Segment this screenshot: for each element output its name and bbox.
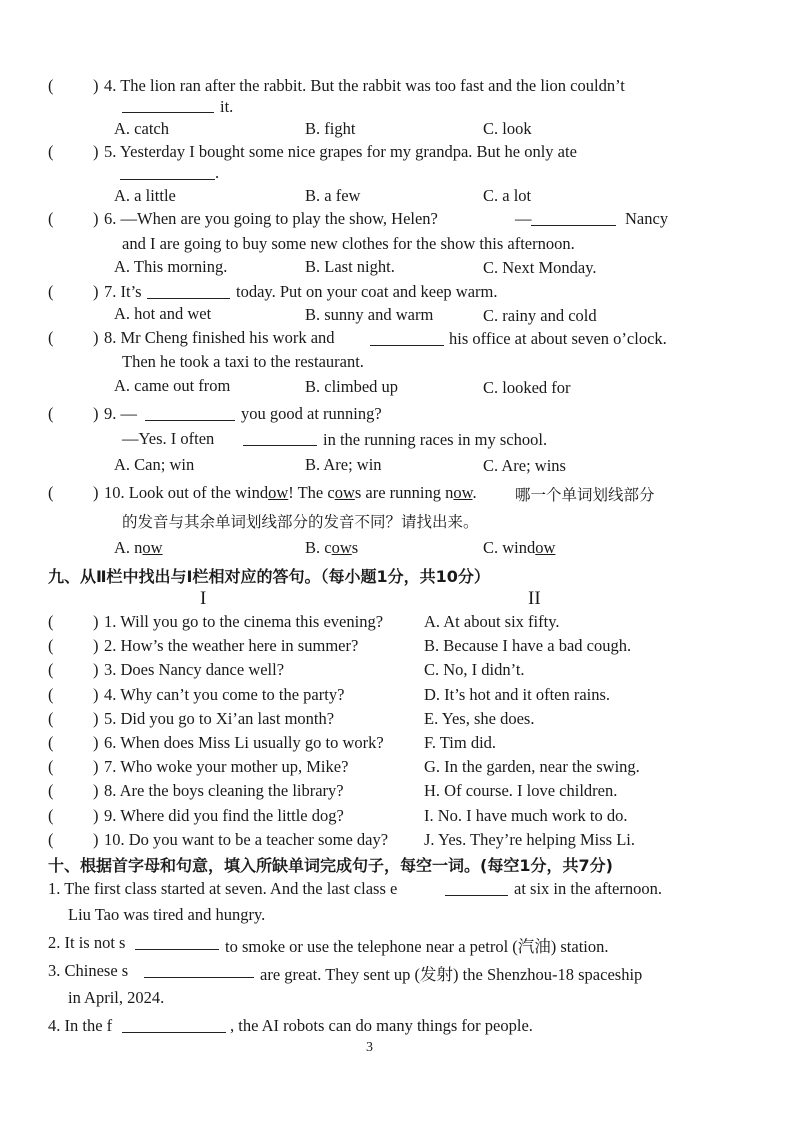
page-number: 3: [366, 1040, 373, 1055]
answer-paren-close: ): [93, 76, 99, 95]
match-question: 7. Who woke your mother up, Mike?: [104, 757, 349, 776]
option-a: A. This morning.: [114, 257, 228, 276]
question-text-cont: Then he took a taxi to the restaurant.: [122, 352, 364, 371]
fill-question-1: 1. The first class started at seven. And the last class e: [48, 879, 398, 898]
fill-question-4: 4. In the f: [48, 1016, 113, 1035]
match-question: 4. Why can’t you come to the party?: [104, 685, 345, 704]
match-answer: B. Because I have a bad cough.: [424, 636, 632, 655]
option-c: C. rainy and cold: [483, 306, 597, 325]
option-b: B. a few: [305, 186, 361, 205]
match-question: 2. How’s the weather here in summer?: [104, 636, 359, 655]
match-answer: A. At about six fifty.: [424, 612, 560, 631]
fill-question-2: 2. It is not s: [48, 933, 126, 952]
match-question: 8. Are the boys cleaning the library?: [104, 781, 344, 800]
option-b: B. climbed up: [305, 377, 399, 396]
option-c: C. Next Monday.: [483, 258, 597, 277]
option-c: C. Are; wins: [483, 456, 566, 475]
answer-paren-open: (: [48, 282, 54, 301]
fill-question-3-b: are great. They sent up (发射) the Shenzhou-18 spaceship: [260, 965, 643, 984]
option-a: A. came out from: [114, 376, 231, 395]
dialogue-dash: —: [515, 209, 532, 228]
answer-paren-open: (: [48, 612, 54, 631]
answer-paren-close: ): [93, 781, 99, 800]
answer-paren-close: ): [93, 830, 99, 849]
question-text-cn: 哪一个单词划线部分: [515, 486, 655, 504]
answer-paren-open: (: [48, 404, 54, 423]
match-question: 3. Does Nancy dance well?: [104, 660, 285, 679]
answer-paren-close: ): [93, 733, 99, 752]
answer-blank[interactable]: [120, 165, 215, 185]
answer-paren-close: ): [93, 612, 99, 631]
section-9-title: 九、从Ⅱ栏中找出与Ⅰ栏相对应的答句。（每小题1分，共10分）: [48, 567, 490, 586]
question-text: 5. Yesterday I bought some nice grapes for my grandpa. But he only ate: [104, 142, 577, 161]
answer-blank[interactable]: [135, 935, 219, 955]
answer-paren-close: ): [93, 142, 99, 161]
fill-question-3-cont: in April, 2024.: [68, 988, 165, 1007]
answer-paren-open: (: [48, 76, 54, 95]
answer-paren-close: ): [93, 282, 99, 301]
question-text-cont: it.: [220, 97, 234, 116]
answer-paren-close: ): [93, 685, 99, 704]
option-b: B. cows: [305, 538, 359, 557]
match-answer: E. Yes, she does.: [424, 709, 535, 728]
match-question: 5. Did you go to Xi’an last month?: [104, 709, 335, 728]
answer-paren-close: ): [93, 757, 99, 776]
answer-paren-close: ): [93, 636, 99, 655]
match-answer: C. No, I didn’t.: [424, 660, 525, 679]
question-text: 9. —: [104, 404, 137, 423]
fill-question-1-cont: Liu Tao was tired and hungry.: [68, 905, 266, 924]
answer-paren-open: (: [48, 142, 54, 161]
question-text: 10. Look out of the window! The cows are running now.: [104, 483, 477, 502]
question-text: 6. —When are you going to play the show, Helen?: [104, 209, 438, 228]
match-answer: I. No. I have much work to do.: [424, 806, 628, 825]
answer-paren-open: (: [48, 781, 54, 800]
option-b: B. Last night.: [305, 257, 395, 276]
answer-blank[interactable]: [145, 406, 235, 426]
option-b: B. sunny and warm: [305, 305, 434, 324]
fill-question-3: 3. Chinese s: [48, 961, 129, 980]
option-c: C. looked for: [483, 378, 571, 397]
answer-paren-open: (: [48, 757, 54, 776]
match-question: 1. Will you go to the cinema this evening?: [104, 612, 384, 631]
question-text-b: you good at running?: [241, 404, 382, 423]
match-answer: G. In the garden, near the swing.: [424, 757, 640, 776]
question-text-cont: .: [215, 163, 220, 182]
section-10-title: 十、根据首字母和句意，填入所缺单词完成句子，每空一词。(每空1分，共7分): [48, 856, 613, 875]
question-text-cont: and I are going to buy some new clothes for the show this afternoon.: [122, 234, 575, 253]
match-question: 9. Where did you find the little dog?: [104, 806, 344, 825]
answer-paren-close: ): [93, 806, 99, 825]
question-text-cont: —Yes. I often: [122, 429, 215, 448]
answer-blank[interactable]: [445, 881, 508, 901]
column-i-header: I: [200, 588, 207, 609]
column-ii-header: II: [528, 588, 541, 609]
option-b: B. Are; win: [305, 455, 382, 474]
option-a: A. a little: [114, 186, 176, 205]
answer-paren-open: (: [48, 733, 54, 752]
option-a: A. catch: [114, 119, 169, 138]
answer-paren-open: (: [48, 660, 54, 679]
match-answer: J. Yes. They’re helping Miss Li.: [424, 830, 635, 849]
answer-paren-open: (: [48, 636, 54, 655]
question-text: 8. Mr Cheng finished his work and: [104, 328, 335, 347]
answer-paren-open: (: [48, 209, 54, 228]
option-c: C. a lot: [483, 186, 532, 205]
answer-paren-open: (: [48, 328, 54, 347]
fill-question-2-b: to smoke or use the telephone near a petrol (汽油) station.: [225, 937, 609, 956]
match-question: 10. Do you want to be a teacher some day?: [104, 830, 389, 849]
option-c: C. look: [483, 119, 532, 138]
match-answer: D. It’s hot and it often rains.: [424, 685, 611, 704]
option-c: C. window: [483, 538, 556, 557]
answer-blank[interactable]: [122, 1018, 226, 1038]
question-text: 4. The lion ran after the rabbit. But the rabbit was too fast and the lion couldn’t: [104, 76, 625, 95]
answer-paren-close: ): [93, 709, 99, 728]
match-answer: H. Of course. I love children.: [424, 781, 618, 800]
answer-blank[interactable]: [147, 284, 230, 304]
answer-paren-close: ): [93, 404, 99, 423]
match-question: 6. When does Miss Li usually go to work?: [104, 733, 384, 752]
question-text-b: his office at about seven o’clock.: [449, 329, 667, 348]
fill-question-1-b: at six in the afternoon.: [514, 879, 663, 898]
question-text-cont: 的发音与其余单词划线部分的发音不同？请找出来。: [122, 513, 479, 531]
answer-paren-open: (: [48, 709, 54, 728]
answer-paren-open: (: [48, 830, 54, 849]
option-a: A. Can; win: [114, 455, 195, 474]
answer-blank[interactable]: [144, 963, 254, 983]
answer-paren-close: ): [93, 483, 99, 502]
answer-paren-close: ): [93, 328, 99, 347]
answer-blank[interactable]: [370, 331, 444, 351]
option-a: A. now: [114, 538, 163, 557]
answer-paren-open: (: [48, 806, 54, 825]
answer-blank[interactable]: [243, 431, 317, 451]
answer-paren-close: ): [93, 209, 99, 228]
question-text-tail: Nancy: [625, 209, 669, 228]
fill-question-4-b: , the AI robots can do many things for people.: [230, 1016, 533, 1035]
answer-blank[interactable]: [531, 211, 616, 231]
question-text-cont-b: in the running races in my school.: [323, 430, 548, 449]
question-text-b: today. Put on your coat and keep warm.: [236, 282, 498, 301]
option-a: A. hot and wet: [114, 304, 212, 323]
answer-paren-close: ): [93, 660, 99, 679]
question-text: 7. It’s: [104, 282, 142, 301]
answer-blank[interactable]: [122, 98, 214, 118]
match-answer: F. Tim did.: [424, 733, 497, 752]
answer-paren-open: (: [48, 685, 54, 704]
option-b: B. fight: [305, 119, 356, 138]
answer-paren-open: (: [48, 483, 54, 502]
